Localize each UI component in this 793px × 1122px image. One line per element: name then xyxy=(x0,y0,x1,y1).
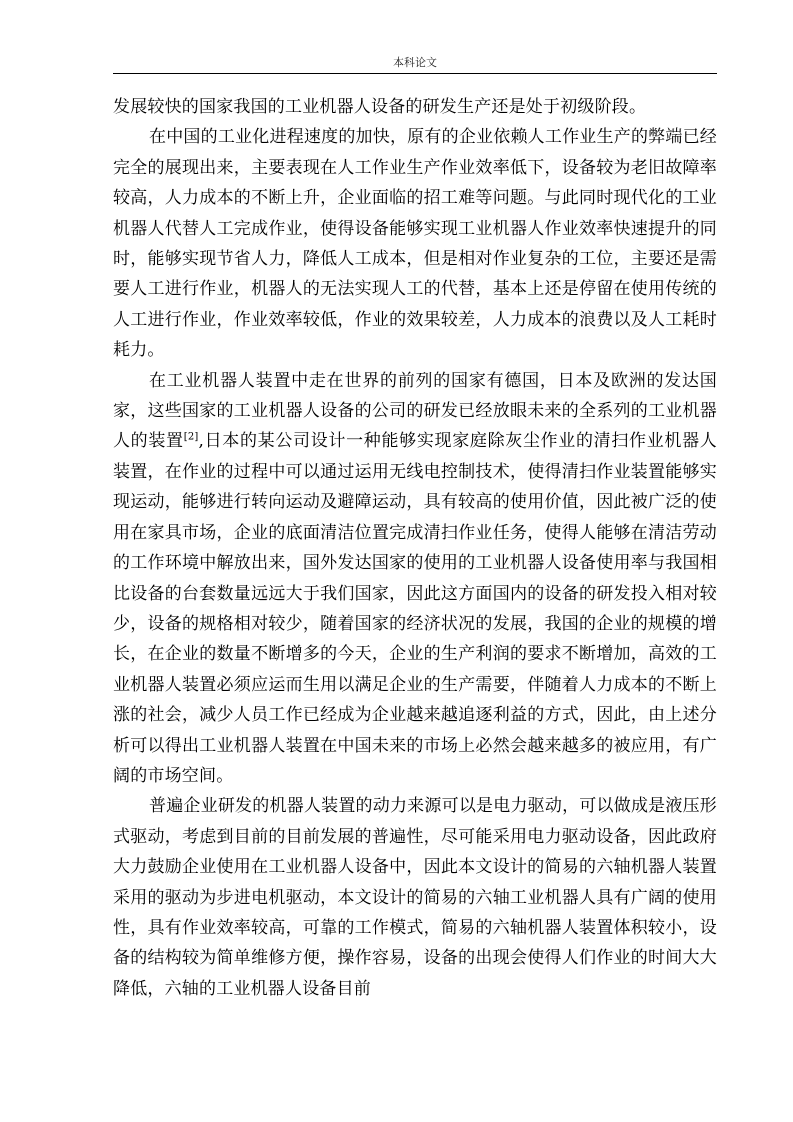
paragraph-text-after-citation: ,日本的某公司设计一种能够实现家庭除灰尘作业的清扫作业机器人装置，在作业的过程中可以通过运用无线电控制技术，使得清扫作业装置能够实现运动，能够进行转向运动及避障运动，具有较高的使用价值，因此被广泛的使用在家具市场，企业的底面清洁位置完成清扫作业任务，使得人能够在清洁劳动的工作环境中解放出来，国外发达国家的使用的工业机器人设备使用率与我国相比设备的台套数量远远大于我们国家，因此这方面国内的设备的研发投入相对较少，设备的规格相对较少，随着国家的经济状况的发展，我国的企业的规模的增长，在企业的数量不断增多的今天，企业的生产利润的要求不断增加，高效的工业机器人装置必须应运而生用以满足企业的生产需要，伴随着人力成本的不断上涨的社会，减少人员工作已经成为企业越来越追逐利益的方式，因此，由上述分析可以得出工业机器人装置在中国未来的市场上必然会越来越多的被应用，有广阔的市场空间。 xyxy=(113,431,717,786)
paragraph-continuation: 发展较快的国家我国的工业机器人设备的研发生产还是处于初级阶段。 xyxy=(113,97,647,117)
document-body xyxy=(113,92,717,1004)
page-header-title: 本科论文 xyxy=(393,56,437,69)
citation-reference: [2] xyxy=(183,431,199,443)
paragraph-foreign-robots xyxy=(113,366,717,792)
paragraph-industrialization: 在中国的工业化进程速度的加快，原有的企业依赖人工作业生产的弊端已经完全的展现出来，主要表现在人工作业生产作业效率低下，设备较为老旧故障率较高，人力成本的不断上升，企业面临的招工难等问题。与此同时现代化的工业机器人代替人工完成作业，使得设备能够实现工业机器人作业效率快速提升的同时，能够实现节省人力，降低人工成本，但是相对作业复杂的工位，主要还是需要人工进行作业，机器人的无法实现人工的代替，基本上还是停留在使用传统的人工进行作业，作业效率较低，作业的效果较差，人力成本的浪费以及人工耗时耗力。 xyxy=(113,127,717,361)
header-divider xyxy=(113,73,717,74)
paragraph-drive-design: 普遍企业研发的机器人装置的动力来源可以是电力驱动，可以做成是液压形式驱动，考虑到目前的目前发展的普遍性，尽可能采用电力驱动设备，因此政府大力鼓励企业使用在工业机器人设备中，因此本文设计的简易的六轴机器人装置采用的驱动为步进电机驱动，本文设计的简易的六轴工业机器人具有广阔的使用性，具有作业效率较高，可靠的工作模式，简易的六轴机器人装置体积较小，设备的结构较为简单维修方便，操作容易，设备的出现会使得人们作业的时间大大降低，六轴的工业机器人设备目前 xyxy=(113,796,717,999)
paragraph-text-before-citation: 在工业机器人装置中走在世界的前列的国家有德国，日本及欧洲的发达国家，这些国家的工业机器人设备的公司的研发已经放眼未来的全系列的工业机器人的装置 xyxy=(113,370,717,452)
